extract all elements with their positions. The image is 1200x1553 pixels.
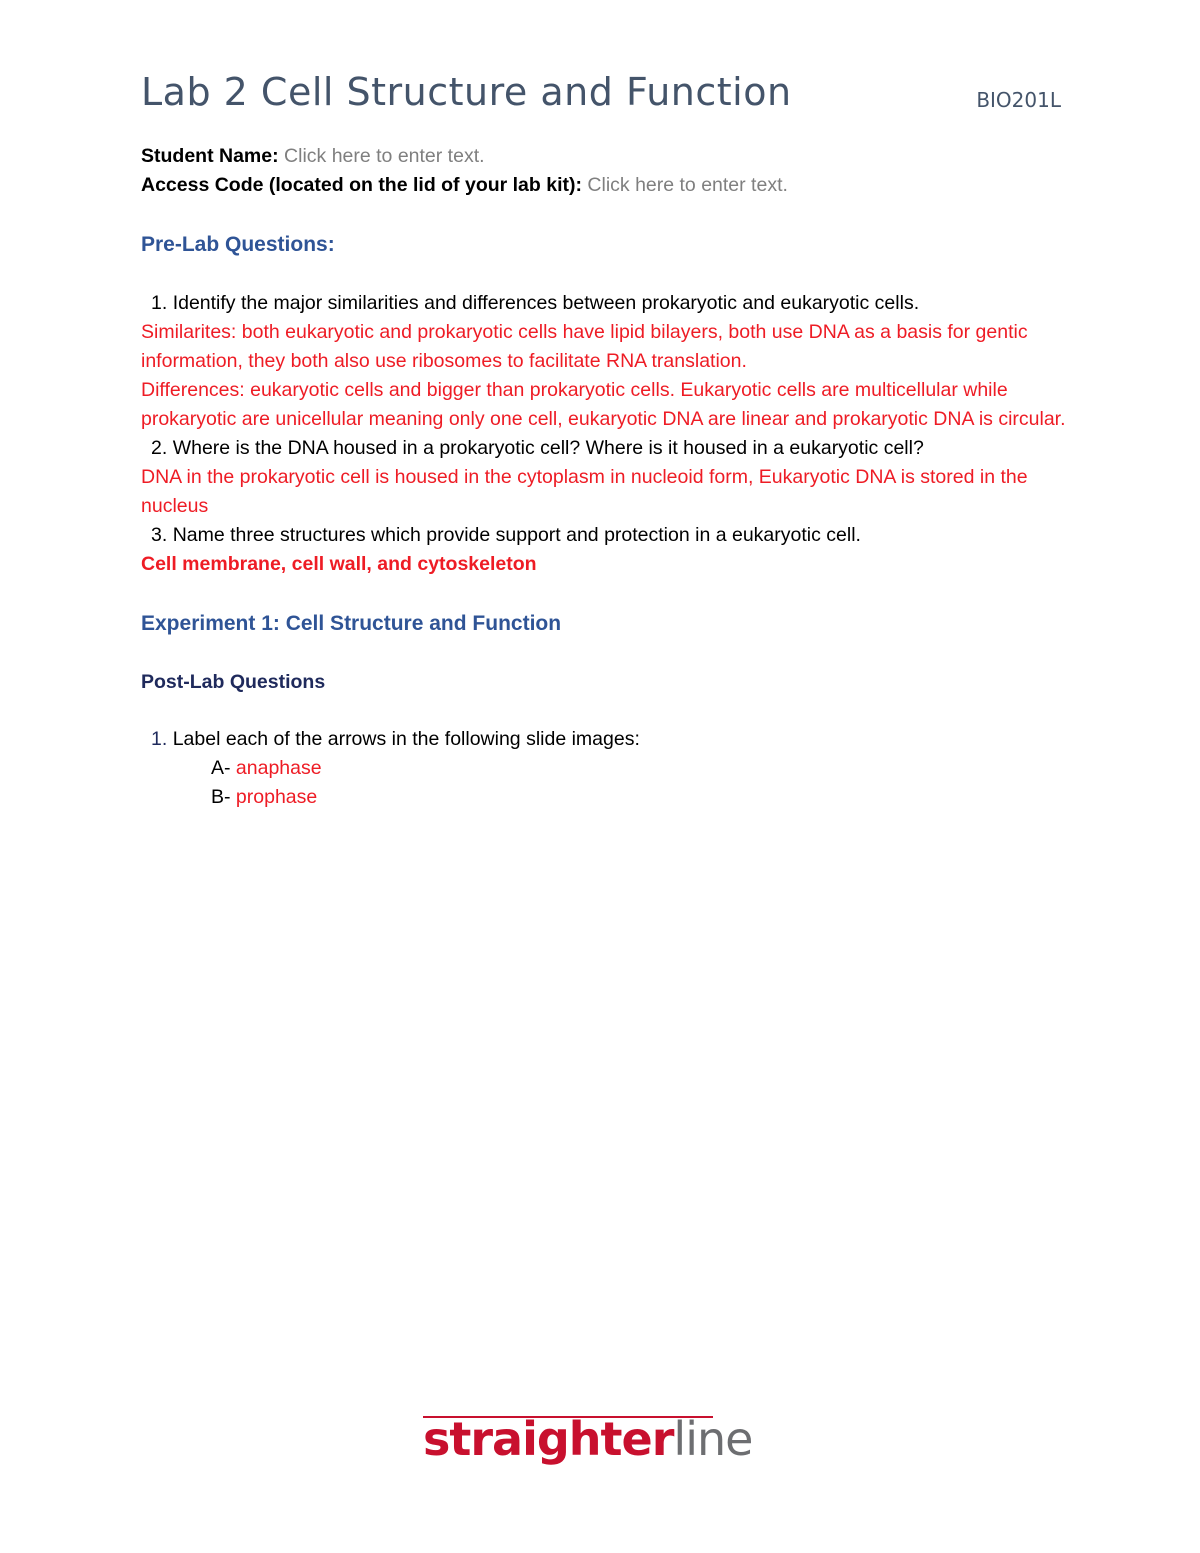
student-name-label: Student Name: [141,145,279,167]
document-body [141,142,1071,812]
prelab-question-3 [141,521,1071,550]
experiment-heading: Experiment 1: Cell Structure and Function [141,612,562,635]
question-number: 1. [151,292,168,314]
prelab-question-1 [141,289,1071,318]
access-code-field[interactable]: Click here to enter text. [587,174,788,196]
logo-part-line: line [673,1412,753,1466]
question-text: Identify the major similarities and differences between prokaryotic and eukaryotic cells. [172,292,920,314]
prelab-answer-1-differences: Differences: eukaryotic cells and bigger than prokaryotic cells. Eukaryotic cells are multicellular while prokaryotic are unicellular meaning only one cell, eukaryotic DNA are linear and prokaryotic DNA is circular. [141,379,1066,430]
prelab-heading: Pre-Lab Questions: [141,233,335,256]
label-letter: A- [211,757,231,779]
prelab-answer-3: Cell membrane, cell wall, and cytoskeleton [141,553,537,575]
student-name-row [141,142,1071,171]
student-name-field[interactable]: Click here to enter text. [284,145,485,167]
label-b-row [141,783,1071,812]
straighterline-logo [423,1412,783,1482]
question-number: 1. [151,728,168,750]
label-answer: prophase [235,786,318,808]
document-title: Lab 2 Cell Structure and Function [141,70,792,114]
prelab-answer-1-similarities: Similarites: both eukaryotic and prokaryotic cells have lipid bilayers, both use DNA as a basis for gentic information, they both also use ribosomes to facilitate RNA translation. [141,321,1028,372]
logo-wordmark [423,1412,752,1466]
access-code-row [141,171,1071,200]
access-code-label: Access Code (located on the lid of your lab kit): [141,174,582,196]
question-number: 3. [151,524,168,546]
label-answer: anaphase [235,757,322,779]
question-text: Name three structures which provide support and protection in a eukaryotic cell. [172,524,861,546]
prelab-answer-2: DNA in the prokaryotic cell is housed in the cytoplasm in nucleoid form, Eukaryotic DNA is stored in the nucleus [141,466,1028,517]
course-code: BIO201L [976,88,1061,112]
label-letter: B- [211,786,231,808]
question-text: Label each of the arrows in the following slide images: [172,728,640,750]
question-text: Where is the DNA housed in a prokaryotic cell? Where is it housed in a eukaryotic cell? [172,437,924,459]
question-number: 2. [151,437,168,459]
postlab-question-1 [141,725,1071,754]
logo-part-straighter: straighter [423,1412,674,1466]
label-a-row [141,754,1071,783]
prelab-question-2 [141,434,1071,463]
title-row [141,70,1061,130]
postlab-heading: Post-Lab Questions [141,671,326,693]
